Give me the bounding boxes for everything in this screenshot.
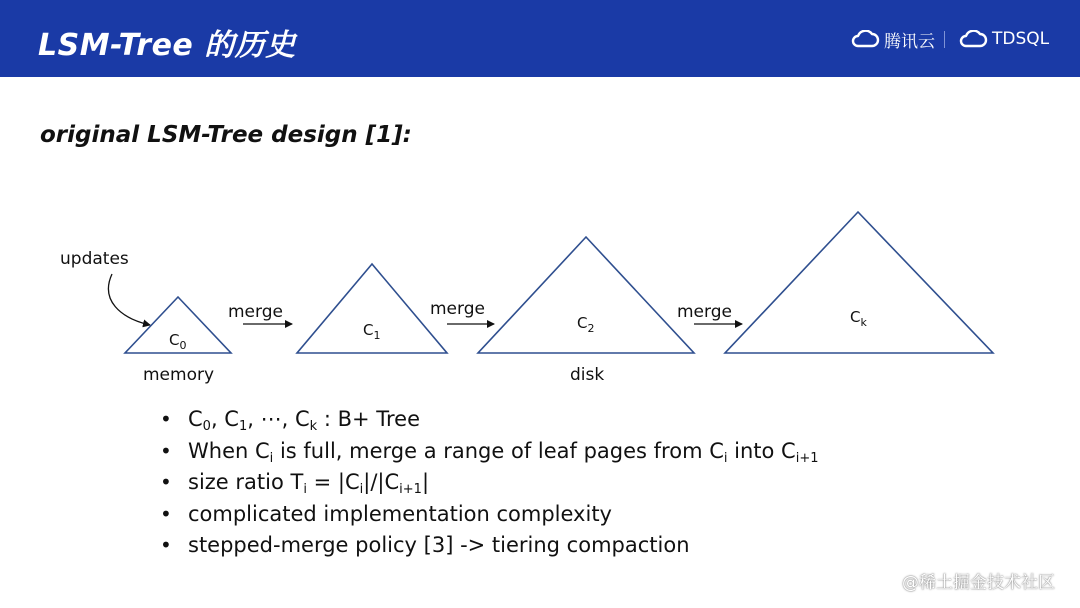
disk-label: disk xyxy=(570,365,605,385)
memory-label: memory xyxy=(143,365,215,385)
updates-label: updates xyxy=(60,249,129,269)
bullet-subscript: 0 xyxy=(202,419,211,434)
bullet-text xyxy=(188,470,430,497)
bullet-text xyxy=(188,438,819,466)
merge-label-2: merge xyxy=(430,299,485,319)
bullet-segment: C xyxy=(188,407,203,431)
ck-label: $C_k$ xyxy=(850,308,867,329)
bullet-segment: , C xyxy=(210,407,239,431)
ck-tree xyxy=(725,212,993,353)
c2-label: $C_2$ xyxy=(577,314,595,335)
bullet-segment: stepped-merge policy [3] -> tiering compaction xyxy=(188,533,690,557)
bullet-segment: complicated implementation complexity xyxy=(188,501,612,526)
slide-subtitle: original LSM-Tree design [1]: xyxy=(40,122,412,148)
watermark: @稀土掘金技术社区 xyxy=(902,573,1055,593)
bullet-item xyxy=(160,467,819,499)
bullet-text xyxy=(188,533,690,557)
bullet-segment: into C xyxy=(727,438,796,463)
c0-label: $C_0$ xyxy=(169,331,187,352)
c1-label: $C_1$ xyxy=(363,321,381,342)
bullet-segment: |/|C xyxy=(363,470,400,494)
bullet-item xyxy=(160,530,819,562)
bullet-subscript: i xyxy=(269,450,274,466)
bullet-subscript: i+1 xyxy=(399,482,422,497)
bullet-subscript: i xyxy=(303,482,307,497)
brand-tencent-label: 腾讯云 xyxy=(884,31,935,52)
bullet-item xyxy=(160,436,819,468)
bullet-subscript: i xyxy=(359,482,364,497)
bullet-segment: , ⋯, C xyxy=(247,407,310,431)
bullet-segment: is full, merge a range of leaf pages from C xyxy=(273,438,724,463)
bullet-list xyxy=(160,404,819,562)
bullet-segment: : B+ Tree xyxy=(317,407,421,431)
bullet-subscript: k xyxy=(309,419,318,434)
bullet-segment: When C xyxy=(188,438,270,463)
bullet-text xyxy=(188,502,612,526)
merge-label-3: merge xyxy=(677,302,732,322)
c1-tree xyxy=(297,264,447,353)
c2-tree xyxy=(478,237,694,353)
updates-arrow xyxy=(108,274,150,325)
bullet-subscript: 1 xyxy=(238,419,248,434)
bullet-segment: size ratio T xyxy=(188,470,304,494)
bullet-item xyxy=(160,404,819,436)
bullet-subscript: i+1 xyxy=(795,450,819,466)
bullet-segment: | xyxy=(421,470,430,494)
slide-title: LSM-Tree 的历史 xyxy=(38,28,296,63)
bullet-subscript: i xyxy=(723,450,728,466)
bullet-segment: = |C xyxy=(306,470,360,494)
brand-tdsql-label: TDSQL xyxy=(992,29,1050,49)
merge-label-1: merge xyxy=(228,302,283,322)
bullet-item xyxy=(160,499,819,531)
bullet-text xyxy=(188,407,421,434)
